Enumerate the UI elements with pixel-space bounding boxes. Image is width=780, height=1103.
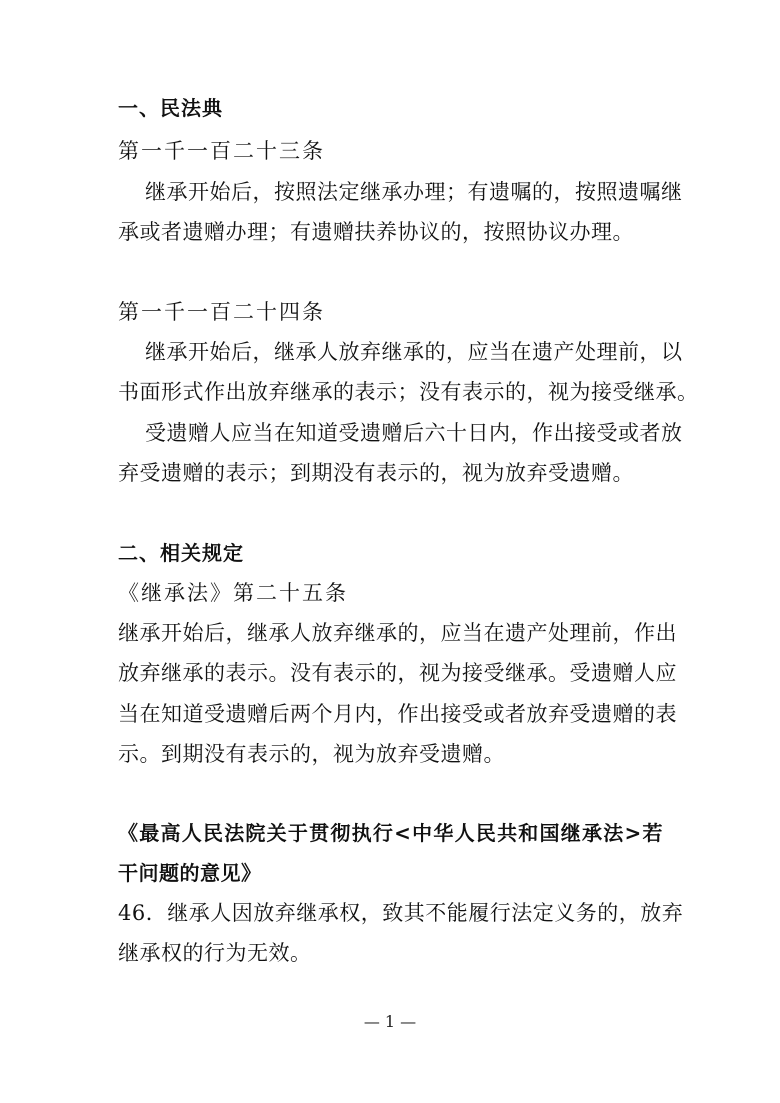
paragraph-line: 弃受遗赠的表示；到期没有表示的，视为放弃受遗赠。	[118, 461, 634, 485]
paragraph-line: 当在知道受遗赠后两个月内，作出接受或者放弃受遗赠的表	[118, 702, 677, 726]
article-title-1124: 第一千一百二十四条	[118, 300, 325, 324]
section-heading-civil-code: 一、民法典	[118, 96, 223, 120]
law-title-supreme-court-opinion: 《最高人民法院关于贯彻执行<中华人民共和国继承法>若	[118, 821, 663, 845]
paragraph-line: 书面形式作出放弃继承的表示；没有表示的，视为接受继承。	[118, 380, 699, 404]
paragraph-line: 示。到期没有表示的，视为放弃受遗赠。	[118, 742, 505, 766]
law-title-inheritance-art25: 《继承法》第二十五条	[118, 581, 348, 605]
paragraph-line: 放弃继承的表示。没有表示的，视为接受继承。受遗赠人应	[118, 661, 677, 685]
page-number: — 1 —	[363, 1012, 417, 1031]
paragraph-line: 受遗赠人应当在知道受遗赠后六十日内，作出接受或者放	[145, 421, 683, 445]
law-title-supreme-court-opinion-cont: 干问题的意见》	[118, 861, 262, 885]
section-heading-related-rules: 二、相关规定	[118, 541, 244, 565]
paragraph-line: 继承开始后，继承人放弃继承的，应当在遗产处理前，以	[145, 340, 683, 364]
paragraph-line: 继承开始后，按照法定继承办理；有遗嘱的，按照遗嘱继	[145, 180, 683, 204]
paragraph-line: 继承开始后，继承人放弃继承的，应当在遗产处理前，作出	[118, 621, 677, 645]
paragraph-line: 继承权的行为无效。	[118, 941, 312, 965]
paragraph-line: 承或者遗赠办理；有遗赠扶养协议的，按照协议办理。	[118, 220, 634, 244]
paragraph-line: 46．继承人因放弃继承权，致其不能履行法定义务的，放弃	[118, 901, 684, 925]
article-title-1123: 第一千一百二十三条	[118, 139, 325, 163]
